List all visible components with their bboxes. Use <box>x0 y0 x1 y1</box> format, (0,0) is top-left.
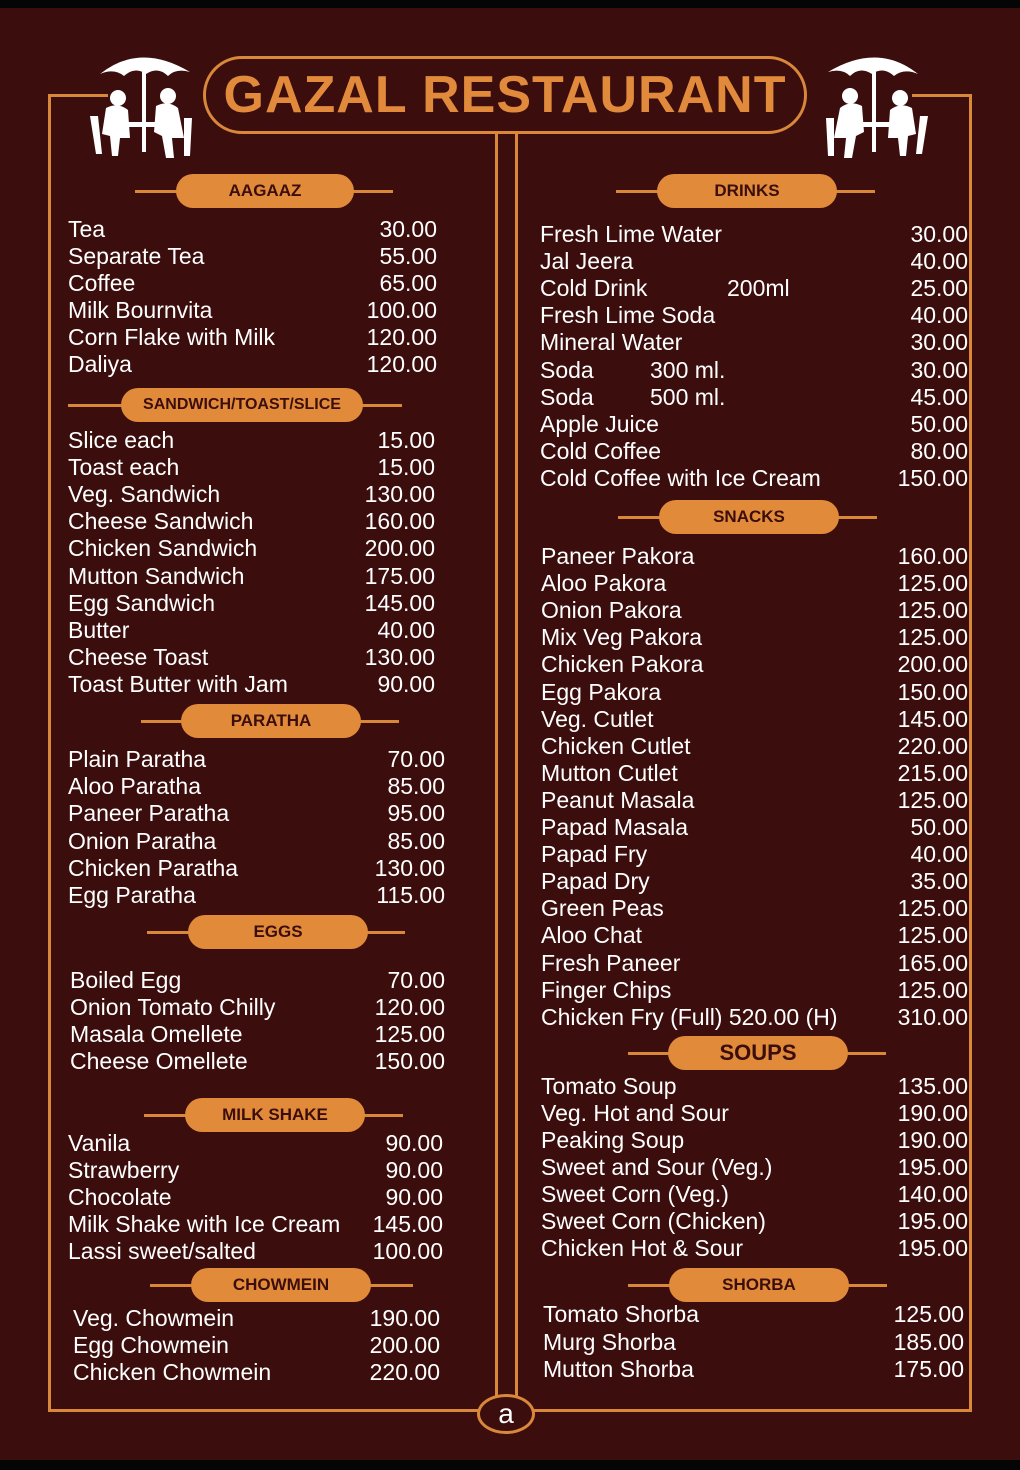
menu-item-name: Egg Chowmein <box>73 1332 229 1358</box>
menu-item-price: 50.00 <box>910 814 968 840</box>
menu-item-price: 160.00 <box>897 543 968 569</box>
menu-item-price: 40.00 <box>377 616 435 643</box>
menu-item-name: Cold Coffee <box>540 437 662 464</box>
menu-item-price: 125.00 <box>897 895 968 922</box>
menu-item-name: Cold Drink <box>540 275 648 302</box>
menu-item-price: 50.00 <box>910 410 968 437</box>
menu-item-name: Boiled Egg <box>70 967 182 993</box>
menu-item-price: 40.00 <box>910 248 968 275</box>
menu-item-price: 115.00 <box>376 882 445 908</box>
menu-item-name: Papad Dry <box>541 868 650 895</box>
menu-item-name: Chicken Hot & Sour <box>541 1235 743 1261</box>
menu-item-price: 130.00 <box>374 854 445 881</box>
menu-item-name: Coffee <box>68 270 136 296</box>
menu-item-price: 130.00 <box>364 643 435 670</box>
menu-item-name: Sweet and Sour (Veg.) <box>541 1154 773 1180</box>
menu-item-price: 195.00 <box>897 1208 968 1234</box>
menu-item-price: 90.00 <box>385 1184 443 1211</box>
menu-item-name: Masala Omellete <box>70 1021 243 1048</box>
menu-item-price: 135.00 <box>897 1073 968 1099</box>
menu-item-name: Veg. Chowmein <box>73 1305 235 1331</box>
menu-item-name: Papad Fry <box>541 841 648 868</box>
menu-item-price: 30.00 <box>910 356 968 383</box>
menu-item-size: 500 ml. <box>650 383 726 410</box>
menu-item-name: Egg Paratha <box>68 882 196 908</box>
menu-item-name: Chicken Pakora <box>541 651 704 678</box>
section-header-drinks <box>0 174 1020 208</box>
menu-item-price: 125.00 <box>897 976 968 1003</box>
menu-item-name: Fresh Paneer <box>541 949 681 976</box>
menu-item-price: 150.00 <box>897 464 968 491</box>
menu-item-name: Milk Bournvita <box>68 297 213 323</box>
menu-item-name: Onion Paratha <box>68 827 217 854</box>
section-header-snacks <box>0 500 1020 534</box>
menu-item-price: 125.00 <box>374 1021 445 1048</box>
menu-item-name: Jal Jeera <box>540 248 634 275</box>
menu-item-name: Mutton Sandwich <box>68 562 245 589</box>
menu-item-price: 140.00 <box>897 1181 968 1207</box>
menu-item-price: 130.00 <box>364 481 435 508</box>
menu-item-price: 30.00 <box>910 221 968 247</box>
menu-item-price: 165.00 <box>897 949 968 976</box>
menu-item-name: Papad Masala <box>541 814 689 840</box>
menu-item-name: Veg. Hot and Sour <box>541 1100 729 1126</box>
menu-item-name: Peanut Masala <box>541 786 695 813</box>
menu-item-price: 65.00 <box>379 270 437 296</box>
menu-item-name: Veg. Cutlet <box>541 705 654 732</box>
menu-item-name: Aloo Chat <box>541 922 643 949</box>
section-title-aagaaz: AAGAAZ <box>176 174 354 208</box>
menu-item-price: 40.00 <box>910 841 968 868</box>
menu-item-name: Tomato Soup <box>541 1073 677 1099</box>
section-header-shorba <box>0 1268 1020 1302</box>
menu-item-name: Chicken Fry (Full) 520.00 (H) <box>541 1003 838 1030</box>
section-title-sandwich: SANDWICH/TOAST/SLICE <box>121 388 363 422</box>
menu-item-price: 90.00 <box>377 670 435 697</box>
menu-item-price: 95.00 <box>387 800 445 827</box>
menu-item-price: 100.00 <box>366 297 437 323</box>
menu-item-price: 220.00 <box>369 1359 440 1385</box>
section-title-paratha: PARATHA <box>181 704 361 738</box>
center-divider-left <box>495 132 498 1396</box>
menu-item-name: Tea <box>68 216 106 242</box>
menu-item-price: 85.00 <box>387 773 445 800</box>
section-title-drinks: DRINKS <box>657 174 837 208</box>
menu-item-price: 90.00 <box>385 1157 443 1184</box>
menu-item-price: 200.00 <box>364 535 435 562</box>
menu-item-name: Fresh Lime Soda <box>540 302 716 329</box>
menu-item-price: 70.00 <box>387 746 445 772</box>
menu-item-name: Toast Butter with Jam <box>68 670 288 697</box>
menu-item-price: 15.00 <box>377 427 435 453</box>
menu-item-price: 25.00 <box>910 275 968 302</box>
menu-item-price: 145.00 <box>372 1211 443 1238</box>
menu-item-name: Peaking Soup <box>541 1127 685 1153</box>
menu-item-price: 310.00 <box>897 1003 968 1030</box>
menu-item-name: Paneer Paratha <box>68 800 230 827</box>
section-title-soups: SOUPS <box>668 1036 848 1070</box>
menu-item-price: 195.00 <box>897 1154 968 1180</box>
menu-item-price: 70.00 <box>387 967 445 993</box>
menu-item-price: 80.00 <box>910 437 968 464</box>
center-divider-right <box>515 132 518 1396</box>
menu-item-name: Chicken Cutlet <box>541 732 691 759</box>
menu-item-name: Milk Shake with Ice Cream <box>68 1211 341 1238</box>
menu-item-name: Egg Sandwich <box>68 589 216 616</box>
frame-right-border <box>969 94 972 1412</box>
menu-item-price: 120.00 <box>374 994 445 1021</box>
menu-item-name: Finger Chips <box>541 976 672 1003</box>
menu-item-name: Strawberry <box>68 1157 180 1184</box>
menu-item-price: 145.00 <box>897 705 968 732</box>
menu-item-name: Cheese Toast <box>68 643 209 670</box>
restaurant-title: GAZAL RESTAURANT <box>223 66 787 124</box>
menu-item-name: Aloo Pakora <box>541 570 667 597</box>
menu-item-price: 30.00 <box>379 216 437 242</box>
menu-item-name: Murg Shorba <box>543 1328 676 1355</box>
menu-item-name: Apple Juice <box>540 410 659 437</box>
menu-item-price: 90.00 <box>385 1130 443 1156</box>
menu-item-name: Plain Paratha <box>68 746 207 772</box>
section-title-eggs: EGGS <box>188 915 368 949</box>
menu-item-price: 125.00 <box>897 597 968 624</box>
menu-item-name: Aloo Paratha <box>68 773 201 800</box>
menu-item-price: 185.00 <box>893 1328 964 1355</box>
menu-item-name: Separate Tea <box>68 243 205 269</box>
section-title-chowmein: CHOWMEIN <box>191 1268 371 1302</box>
menu-item-name: Sweet Corn (Chicken) <box>541 1208 766 1234</box>
menu-item-name: Mix Veg Pakora <box>541 624 703 651</box>
menu-item-name: Cheese Omellete <box>70 1048 248 1075</box>
menu-item-name: Soda <box>540 383 594 410</box>
menu-item-name: Toast each <box>68 454 180 481</box>
menu-item-name: Egg Pakora <box>541 678 662 705</box>
menu-item-price: 175.00 <box>893 1356 964 1382</box>
menu-item-name: Green Peas <box>541 895 664 922</box>
menu-item-price: 125.00 <box>897 786 968 813</box>
menu-item-price: 45.00 <box>910 383 968 410</box>
menu-item-price: 30.00 <box>910 329 968 356</box>
menu-item-size: 200ml <box>727 275 790 302</box>
menu-item-price: 35.00 <box>910 868 968 895</box>
menu-item-price: 160.00 <box>364 508 435 535</box>
menu-page <box>0 8 1020 1460</box>
cafe-umbrella-table-icon <box>80 46 200 164</box>
frame-bottom-right <box>533 1409 972 1412</box>
menu-item-price: 145.00 <box>364 589 435 616</box>
menu-item-name: Chicken Paratha <box>68 854 239 881</box>
menu-item-name: Butter <box>68 616 130 643</box>
section-title-milkshake: MILK SHAKE <box>185 1098 365 1132</box>
menu-item-price: 200.00 <box>369 1332 440 1358</box>
menu-item-name: Cold Coffee with Ice Cream <box>540 464 821 491</box>
menu-item-price: 120.00 <box>366 351 437 377</box>
menu-item-price: 15.00 <box>377 454 435 481</box>
menu-item-name: Veg. Sandwich <box>68 481 221 508</box>
menu-item-name: Slice each <box>68 427 175 453</box>
menu-item-name: Mineral Water <box>540 329 683 356</box>
menu-item-price: 195.00 <box>897 1235 968 1261</box>
menu-item-name: Fresh Lime Water <box>540 221 722 247</box>
menu-item-name: Cheese Sandwich <box>68 508 254 535</box>
footer-logo-mark: a <box>477 1394 535 1434</box>
menu-item-name: Mutton Cutlet <box>541 759 678 786</box>
section-title-shorba: SHORBA <box>669 1268 849 1302</box>
menu-item-price: 200.00 <box>897 651 968 678</box>
menu-item-name: Corn Flake with Milk <box>68 324 276 350</box>
menu-item-price: 125.00 <box>897 922 968 949</box>
menu-item-price: 40.00 <box>910 302 968 329</box>
menu-item-price: 55.00 <box>379 243 437 269</box>
frame-bottom-left <box>48 1409 479 1412</box>
menu-item-name: Soda <box>540 356 594 383</box>
section-title-snacks: SNACKS <box>659 500 839 534</box>
menu-item-price: 100.00 <box>372 1238 443 1265</box>
menu-item-price: 120.00 <box>366 324 437 350</box>
menu-item-price: 190.00 <box>369 1305 440 1331</box>
menu-item-price: 175.00 <box>364 562 435 589</box>
menu-item-price: 125.00 <box>897 570 968 597</box>
section-header-soups <box>0 1036 1020 1070</box>
restaurant-title-badge <box>203 56 807 134</box>
menu-item-price: 190.00 <box>897 1127 968 1153</box>
menu-item-name: Daliya <box>68 351 132 377</box>
menu-item-name: Chocolate <box>68 1184 172 1211</box>
menu-item-price: 125.00 <box>893 1301 964 1327</box>
menu-item-price: 215.00 <box>897 759 968 786</box>
menu-item-name: Mutton Shorba <box>543 1356 694 1382</box>
menu-item-price: 190.00 <box>897 1100 968 1126</box>
menu-item-name: Onion Tomato Chilly <box>70 994 276 1021</box>
menu-item-name: Vanila <box>68 1130 131 1156</box>
frame-left-border <box>48 94 51 1412</box>
menu-item-price: 85.00 <box>387 827 445 854</box>
menu-item-price: 125.00 <box>897 624 968 651</box>
menu-item-name: Chicken Sandwich <box>68 535 258 562</box>
menu-item-price: 220.00 <box>897 732 968 759</box>
menu-item-price: 150.00 <box>374 1048 445 1075</box>
menu-item-name: Lassi sweet/salted <box>68 1238 256 1265</box>
menu-item-price: 150.00 <box>897 678 968 705</box>
menu-item-name: Sweet Corn (Veg.) <box>541 1181 729 1207</box>
menu-item-name: Onion Pakora <box>541 597 682 624</box>
menu-item-size: 300 ml. <box>650 356 726 383</box>
cafe-umbrella-table-icon <box>818 46 938 164</box>
menu-item-name: Paneer Pakora <box>541 543 695 569</box>
menu-item-name: Tomato Shorba <box>543 1301 699 1327</box>
menu-item-name: Chicken Chowmein <box>73 1359 272 1385</box>
